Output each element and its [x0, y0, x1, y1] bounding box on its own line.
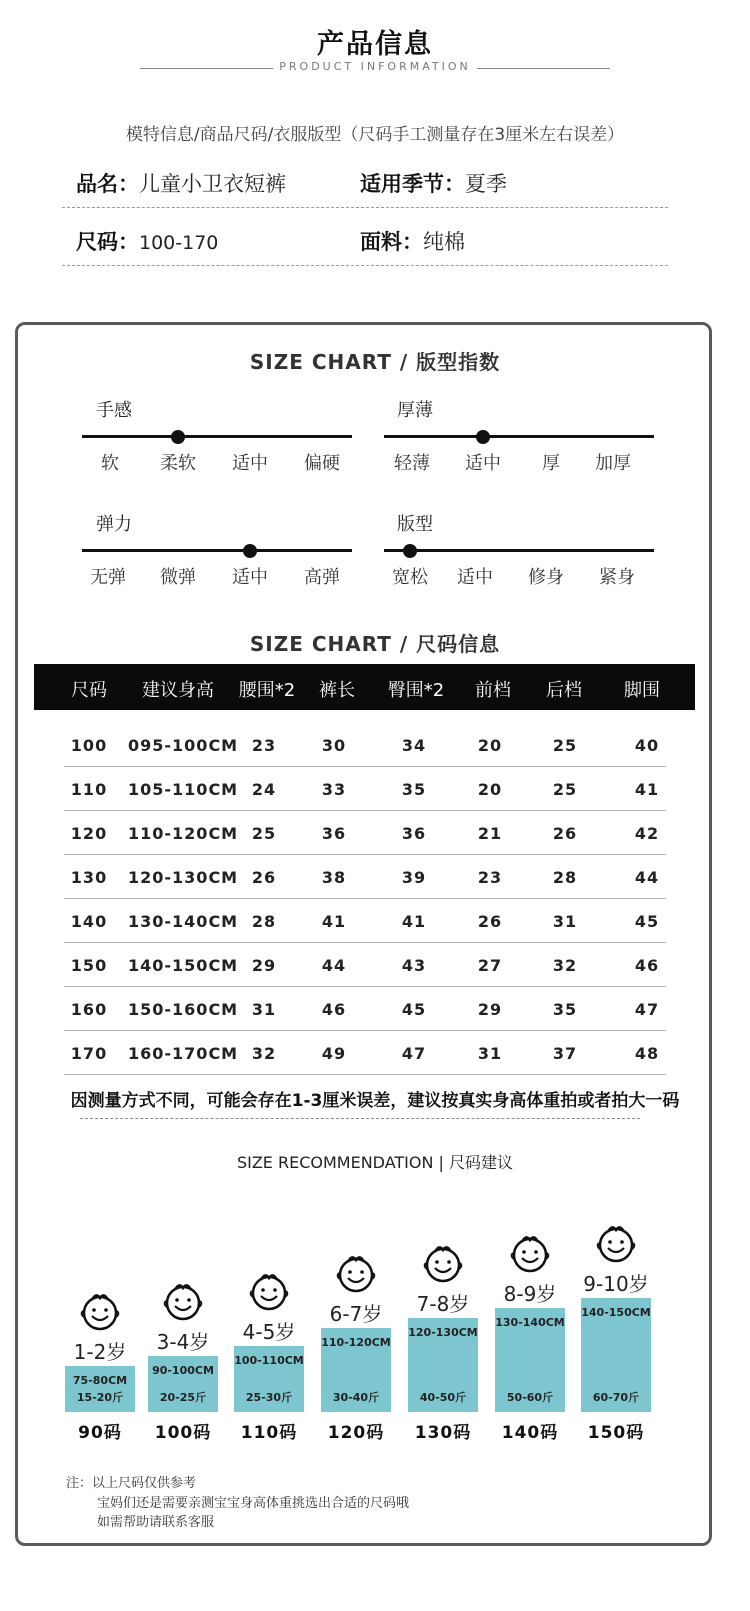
- table-cell: 48: [634, 1044, 660, 1063]
- slider-option: 微弹: [160, 567, 196, 588]
- table-cell: 47: [634, 1000, 660, 1019]
- table-cell: 36: [321, 824, 347, 843]
- slider-marker: [243, 544, 257, 558]
- season-value: 夏季: [465, 172, 507, 196]
- recommendation-heading: SIZE RECOMMENDATION | 尺码建议: [236, 1153, 514, 1172]
- slider-option: 宽松: [392, 567, 428, 588]
- recommendation-bar: [581, 1298, 651, 1412]
- table-cell: 20: [477, 780, 503, 799]
- slider-track: [384, 549, 654, 552]
- slider-track: [82, 435, 352, 438]
- size-range-label: 尺码：: [76, 230, 139, 254]
- slider-marker: [476, 430, 490, 444]
- table-cell: 39: [401, 868, 427, 887]
- col-hip: 臀围*2: [387, 680, 445, 701]
- table-cell: 46: [634, 956, 660, 975]
- table-cell: 25: [552, 780, 578, 799]
- table-cell: 20: [477, 736, 503, 755]
- baby-face-icon: [508, 1232, 552, 1274]
- size-range-value: 100-170: [139, 232, 219, 254]
- baby-face-icon: [78, 1290, 122, 1332]
- table-cell: 31: [251, 1000, 277, 1019]
- slider-option: 加厚: [595, 453, 631, 474]
- table-cell: 41: [634, 780, 660, 799]
- slider-track: [384, 435, 654, 438]
- table-row: [64, 1031, 666, 1075]
- slider-option: 柔软: [160, 453, 196, 474]
- recommended-weight: 20-25斤: [159, 1391, 207, 1404]
- note-line-2: 宝妈们还是需要亲测宝宝身高体重挑选出合适的尺码哦: [97, 1496, 410, 1511]
- product-name-label: 品名：: [76, 172, 139, 196]
- slider-option: 软: [101, 453, 119, 474]
- table-cell: 29: [251, 956, 277, 975]
- baby-face-icon: [161, 1280, 205, 1322]
- baby-face-icon: [421, 1242, 465, 1284]
- slider-label: 厚薄: [397, 400, 433, 421]
- slider-option: 无弹: [90, 567, 126, 588]
- recommendation-bar: [321, 1328, 391, 1412]
- size-code: 100码: [154, 1423, 212, 1443]
- table-cell: 44: [321, 956, 347, 975]
- season-label: 适用季节：: [360, 172, 465, 196]
- table-cell: 40: [634, 736, 660, 755]
- model-note: 模特信息/商品尺码/衣服版型（尺码手工测量存在3厘米左右误差）: [125, 125, 625, 145]
- table-row: [64, 987, 666, 1031]
- recommended-weight: 15-20斤: [76, 1391, 124, 1404]
- table-cell: 43: [401, 956, 427, 975]
- table-cell: 140-150CM: [128, 956, 239, 975]
- recommended-height: 130-140CM: [495, 1316, 565, 1329]
- recommended-weight: 60-70斤: [592, 1391, 640, 1404]
- table-cell: 130-140CM: [128, 912, 239, 931]
- slider-option: 适中: [465, 453, 501, 474]
- slider-label: 手感: [96, 400, 132, 421]
- table-cell: 095-100CM: [128, 736, 239, 755]
- size-code: 140码: [501, 1423, 559, 1443]
- table-cell: 33: [321, 780, 347, 799]
- measurement-disclaimer: 因测量方式不同，可能会存在1-3厘米误差，建议按真实身高体重拍或者拍大一码: [70, 1091, 680, 1111]
- table-cell: 26: [477, 912, 503, 931]
- col-size: 尺码: [71, 680, 107, 701]
- table-cell: 24: [251, 780, 277, 799]
- slider-option: 高弹: [304, 567, 340, 588]
- table-cell: 26: [552, 824, 578, 843]
- col-length: 裤长: [319, 680, 355, 701]
- fabric-label: 面料：: [360, 230, 423, 254]
- note-line-3: 如需帮助请联系客服: [97, 1515, 215, 1530]
- table-cell: 170: [70, 1044, 108, 1063]
- table-cell: 32: [251, 1044, 277, 1063]
- table-cell: 30: [321, 736, 347, 755]
- slider-option: 厚: [542, 453, 560, 474]
- table-row: [64, 723, 666, 767]
- table-cell: 130: [70, 868, 108, 887]
- slider-option: 适中: [232, 453, 268, 474]
- table-cell: 25: [552, 736, 578, 755]
- table-cell: 21: [477, 824, 503, 843]
- recommendation-bar: [408, 1318, 478, 1412]
- size-code: 90码: [78, 1423, 122, 1443]
- col-back-rise: 后档: [546, 680, 582, 701]
- table-cell: 38: [321, 868, 347, 887]
- table-cell: 23: [251, 736, 277, 755]
- table-cell: 47: [401, 1044, 427, 1063]
- recommended-weight: 40-50斤: [419, 1391, 467, 1404]
- table-cell: 31: [552, 912, 578, 931]
- table-row: [64, 811, 666, 855]
- age-label: 4-5岁: [242, 1320, 296, 1344]
- table-cell: 23: [477, 868, 503, 887]
- age-label: 9-10岁: [583, 1272, 649, 1296]
- table-cell: 35: [401, 780, 427, 799]
- table-cell: 120-130CM: [128, 868, 239, 887]
- age-label: 7-8岁: [416, 1292, 470, 1316]
- slider-option: 适中: [457, 567, 493, 588]
- recommended-height: 140-150CM: [581, 1306, 651, 1319]
- recommendation-bar: [495, 1308, 565, 1412]
- table-cell: 49: [321, 1044, 347, 1063]
- recommendation-bar: [234, 1346, 304, 1412]
- slider-option: 适中: [232, 567, 268, 588]
- product-name-value: 儿童小卫衣短裤: [139, 172, 286, 196]
- subtitle-divider: [140, 60, 610, 76]
- page-title: 产品信息: [317, 29, 433, 60]
- table-header: [34, 664, 695, 710]
- table-cell: 31: [477, 1044, 503, 1063]
- table-cell: 110-120CM: [128, 824, 239, 843]
- recommended-weight: 30-40斤: [332, 1391, 380, 1404]
- size-code: 120码: [327, 1423, 385, 1443]
- age-label: 3-4岁: [156, 1330, 210, 1354]
- table-cell: 160: [70, 1000, 108, 1019]
- table-row: [64, 899, 666, 943]
- baby-face-icon: [334, 1252, 378, 1294]
- style-index-heading: SIZE CHART / 版型指数: [249, 350, 501, 374]
- table-cell: 45: [634, 912, 660, 931]
- table-cell: 160-170CM: [128, 1044, 239, 1063]
- table-cell: 37: [552, 1044, 578, 1063]
- recommendation-bar: [148, 1356, 218, 1412]
- slider-track: [82, 549, 352, 552]
- recommended-height: 100-110CM: [234, 1354, 304, 1367]
- table-cell: 150-160CM: [128, 1000, 239, 1019]
- table-cell: 41: [321, 912, 347, 931]
- info-row-name: [62, 162, 668, 208]
- slider-label: 弹力: [96, 514, 132, 535]
- table-cell: 34: [401, 736, 427, 755]
- baby-face-icon: [594, 1222, 638, 1264]
- table-cell: 46: [321, 1000, 347, 1019]
- table-cell: 150: [70, 956, 108, 975]
- recommended-height: 110-120CM: [321, 1336, 391, 1349]
- slider-label: 版型: [397, 514, 433, 535]
- table-cell: 110: [70, 780, 108, 799]
- size-chart-heading: SIZE CHART / 尺码信息: [249, 632, 501, 656]
- col-waist: 腰围*2: [238, 680, 296, 701]
- table-cell: 29: [477, 1000, 503, 1019]
- size-code: 130码: [414, 1423, 472, 1443]
- size-code: 110码: [240, 1423, 298, 1443]
- slider-option: 轻薄: [394, 453, 430, 474]
- table-cell: 42: [634, 824, 660, 843]
- recommendation-bar: [65, 1366, 135, 1412]
- table-cell: 45: [401, 1000, 427, 1019]
- table-cell: 41: [401, 912, 427, 931]
- recommended-height: 90-100CM: [152, 1364, 214, 1377]
- table-cell: 44: [634, 868, 660, 887]
- size-code: 150码: [587, 1423, 645, 1443]
- age-label: 6-7岁: [329, 1302, 383, 1326]
- slider-marker: [171, 430, 185, 444]
- slider-marker: [403, 544, 417, 558]
- table-cell: 28: [251, 912, 277, 931]
- table-cell: 28: [552, 868, 578, 887]
- dashed-divider: [80, 1118, 640, 1119]
- slider-option: 偏硬: [304, 453, 340, 474]
- table-cell: 105-110CM: [128, 780, 239, 799]
- info-row-size: [62, 220, 668, 266]
- table-cell: 26: [251, 868, 277, 887]
- table-row: [64, 767, 666, 811]
- age-label: 8-9岁: [503, 1282, 557, 1306]
- table-cell: 36: [401, 824, 427, 843]
- col-leg-opening: 脚围: [624, 680, 660, 701]
- recommended-height: 120-130CM: [408, 1326, 478, 1339]
- slider-option: 修身: [528, 567, 564, 588]
- slider-option: 紧身: [599, 567, 635, 588]
- table-cell: 140: [70, 912, 108, 931]
- table-row: [64, 855, 666, 899]
- col-front-rise: 前档: [475, 680, 511, 701]
- table-cell: 25: [251, 824, 277, 843]
- recommended-weight: 25-30斤: [245, 1391, 293, 1404]
- recommended-weight: 50-60斤: [506, 1391, 554, 1404]
- recommended-height: 75-80CM: [72, 1374, 128, 1387]
- table-cell: 35: [552, 1000, 578, 1019]
- fabric-value: 纯棉: [423, 230, 465, 254]
- table-cell: 27: [477, 956, 503, 975]
- page-subtitle: PRODUCT INFORMATION: [273, 60, 476, 73]
- table-row: [64, 943, 666, 987]
- col-height: 建议身高: [142, 680, 214, 701]
- table-cell: 32: [552, 956, 578, 975]
- baby-face-icon: [247, 1270, 291, 1312]
- age-label: 1-2岁: [73, 1340, 127, 1364]
- table-cell: 120: [70, 824, 108, 843]
- table-cell: 100: [70, 736, 108, 755]
- note-line-1: 注：以上尺码仅供参考: [66, 1476, 197, 1491]
